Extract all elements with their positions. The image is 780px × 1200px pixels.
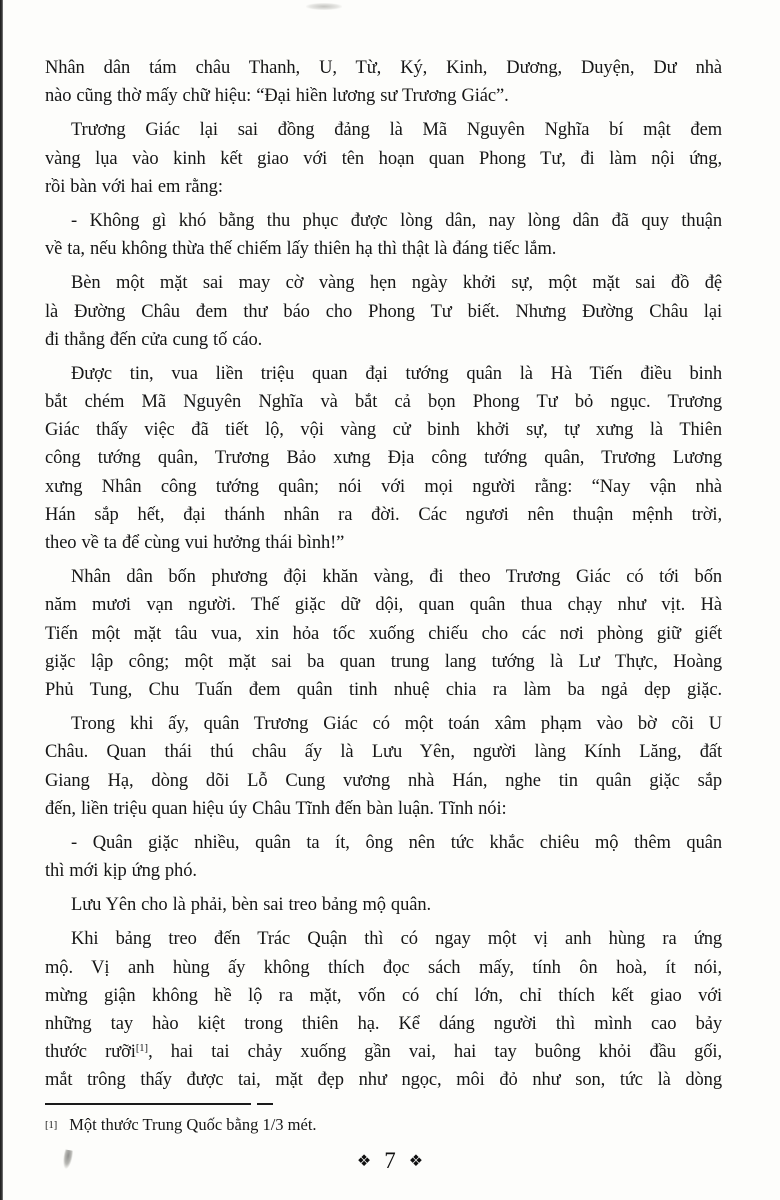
text-line: đến, liền triệu quan hiệu úy Châu Tĩnh đến bàn luận. Tĩnh nói: <box>45 798 507 819</box>
paragraph <box>45 891 722 919</box>
text-line: là Đường Châu đem thư báo cho Phong Tư biết. Nhưng Đường Châu lại <box>45 301 722 322</box>
text-line: nào cũng thờ mấy chữ hiệu: “Đại hiền lương sư Trương Giác”. <box>45 86 509 107</box>
page-number: 7 <box>384 1148 396 1173</box>
text-line: vàng lụa vào kinh kết giao với tên hoạn quan Phong Tư, đi làm nội ứng, <box>45 148 722 169</box>
footnote <box>45 1113 722 1136</box>
paragraph <box>45 925 722 1094</box>
paragraph <box>45 54 722 110</box>
text-line: Khi bảng treo đến Trác Quận thì có ngay một vị anh hùng ra ứng <box>71 929 722 950</box>
text-line: Nhân dân bốn phương đội khăn vàng, đi theo Trương Giác có tới bốn <box>71 567 722 588</box>
text-line: thì mới kịp ứng phó. <box>45 861 197 882</box>
footnote-text: Một thước Trung Quốc bằng 1/3 mét. <box>69 1114 317 1134</box>
footnote-reference: [1] <box>135 1043 149 1055</box>
paragraph <box>45 360 722 557</box>
text-line: Lưu Yên cho là phải, bèn sai treo bảng mộ quân. <box>71 895 432 916</box>
paragraph <box>45 116 722 201</box>
text-line: bắt chém Mã Nguyên Nghĩa và bắt cả bọn Phong Tư bỏ ngục. Trương <box>45 392 722 413</box>
text-line: Bèn một mặt sai may cờ vàng hẹn ngày khởi sự, một mặt sai đồ đệ <box>71 273 722 294</box>
text-line: về ta, nếu không thừa thế chiếm lấy thiên hạ thì thật là đáng tiếc lắm. <box>45 239 557 260</box>
footnote-marker: [1] <box>45 1119 58 1131</box>
text-line: Tiến một mặt tâu vua, xin hỏa tốc xuống chiếu cho các nơi phòng giữ giết <box>45 623 722 644</box>
footer-ornament-right-icon: ❖ <box>408 1151 424 1170</box>
text-line: mừng giận không hề lộ ra mặt, vốn có chí lớn, chỉ thích kết giao với <box>45 985 722 1006</box>
text-line: Trong khi ấy, quân Trương Giác có một toán xâm phạm vào bờ cõi U <box>71 714 722 735</box>
text-line: năm mươi vạn người. Thế giặc dữ dội, quan quân thua chạy như vịt. Hà <box>45 595 722 616</box>
text-line: Hán sắp hết, đại thánh nhân ra đời. Các ngươi nên thuận mệnh trời, <box>45 504 722 525</box>
text-line: - Không gì khó bằng thu phục được lòng dân, nay lòng dân đã quy thuận <box>71 210 722 231</box>
footer-ornament-left-icon: ❖ <box>356 1151 372 1170</box>
footnote-separator <box>45 1103 722 1105</box>
text-line: giặc lập công; một mặt sai ba quan trung lang tướng là Lư Thực, Hoàng <box>45 651 722 672</box>
scan-smudge-top <box>306 3 342 10</box>
text-line: thước rưỡi[1], hai tai chảy xuống gần vai, hai tay buông khỏi đầu gối, <box>45 1042 722 1063</box>
page-text-block <box>45 54 722 1136</box>
text-line: Phủ Tung, Chu Tuấn đem quân tinh nhuệ chia ra làm ba ngả dẹp giặc. <box>45 679 722 700</box>
page-footer <box>0 1146 780 1176</box>
text-line: Được tin, vua liền triệu quan đại tướng quân là Hà Tiến điều binh <box>71 363 722 384</box>
paragraph <box>45 829 722 885</box>
paragraph <box>45 207 722 263</box>
text-line: những tay hào kiệt trong thiên hạ. Kể dáng người thì mình cao bảy <box>45 1014 722 1034</box>
text-line: Châu. Quan thái thú châu ấy là Lưu Yên, người làng Kính Lăng, đất <box>45 742 722 763</box>
text-line: Trương Giác lại sai đồng đảng là Mã Nguyên Nghĩa bí mật đem <box>71 120 722 141</box>
text-line: mắt trông thấy được tai, mặt đẹp như ngọc, môi đỏ như son, tức là dòng <box>45 1070 722 1091</box>
text-line: - Quân giặc nhiều, quân ta ít, ông nên tức khắc chiêu mộ thêm quân <box>71 832 722 853</box>
footnote-separator-short <box>257 1103 273 1105</box>
text-line: xưng Nhân công tướng quân; nói với mọi người rằng: “Nay vận nhà <box>45 476 722 497</box>
scan-edge-shadow <box>0 0 3 1200</box>
paragraph <box>45 710 722 823</box>
paragraph <box>45 563 722 704</box>
text-line: đi thẳng đến cửa cung tố cáo. <box>45 329 263 350</box>
footnote-separator-long <box>45 1103 251 1105</box>
text-line: theo về ta để cùng vui hưởng thái bình!” <box>45 533 345 553</box>
text-line: mộ. Vị anh hùng ấy không thích đọc sách mấy, tính ôn hoà, ít nói, <box>45 957 722 978</box>
text-line: công tướng quân, Trương Bảo xưng Địa công tướng quân, Trương Lương <box>45 448 722 469</box>
text-line: Giang Hạ, dòng dõi Lỗ Cung vương nhà Hán, nghe tin quân giặc sắp <box>45 770 722 791</box>
body-paragraphs <box>45 54 722 1095</box>
paragraph <box>45 269 722 354</box>
text-line: Nhân dân tám châu Thanh, U, Từ, Ký, Kinh, Dương, Duyện, Dư nhà <box>45 58 722 78</box>
text-line: Giác thấy việc đã tiết lộ, vội vàng cử binh khởi sự, tự xưng là Thiên <box>45 420 722 441</box>
text-line: rồi bàn với hai em rằng: <box>45 176 223 197</box>
